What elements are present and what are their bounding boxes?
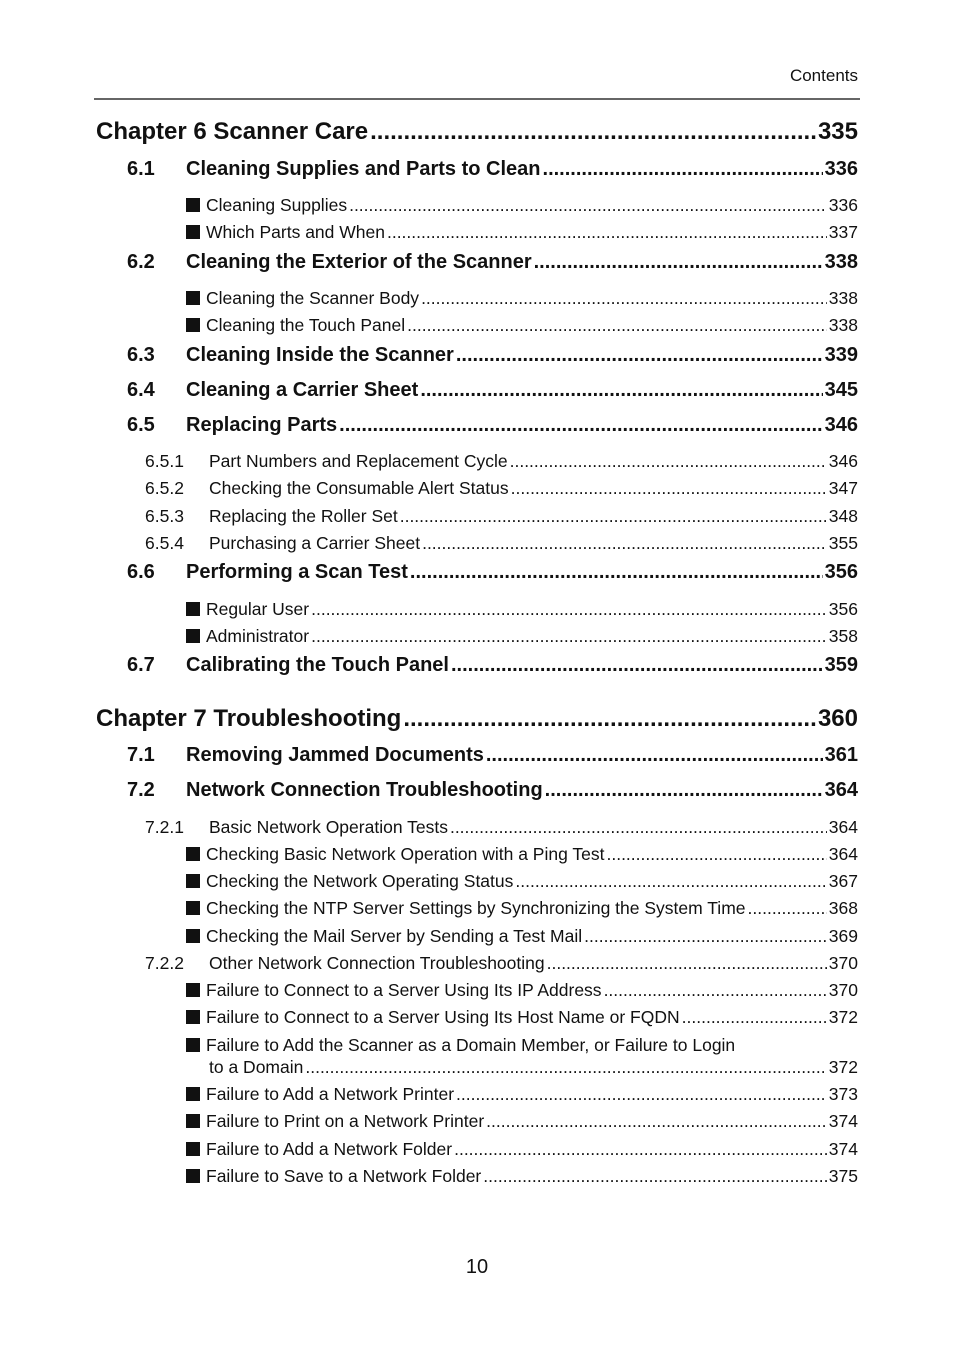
page-number: 336: [824, 158, 858, 180]
subsection-number: 6.5.4: [145, 533, 184, 553]
leader-dots: [387, 222, 827, 243]
toc-item[interactable]: [186, 599, 858, 620]
square-bullet-icon: [186, 1142, 200, 1156]
section-title: Replacing Parts: [186, 414, 338, 436]
toc-item[interactable]: [186, 926, 858, 947]
page-number: 373: [828, 1084, 858, 1104]
item-title: Failure to Print on a Network Printer: [206, 1111, 485, 1131]
square-bullet-icon: [186, 847, 200, 861]
section-number: 6.2: [127, 251, 155, 273]
page-number: 358: [828, 626, 858, 646]
toc-chapter-7[interactable]: [96, 705, 858, 733]
toc-item[interactable]: [186, 1007, 858, 1028]
section-number: 6.3: [127, 344, 155, 366]
square-bullet-icon: [186, 225, 200, 239]
toc-section-6-7[interactable]: [127, 654, 858, 677]
leader-dots: [311, 626, 827, 647]
page-number: 338: [828, 315, 858, 335]
toc-item[interactable]: [186, 288, 858, 309]
subsection-number: 6.5.3: [145, 506, 184, 526]
toc-item-multiline[interactable]: [186, 1035, 735, 1056]
square-bullet-icon: [186, 1038, 200, 1052]
page-number: 367: [828, 871, 858, 891]
toc-item[interactable]: [186, 1084, 858, 1105]
toc-item[interactable]: [186, 980, 858, 1001]
item-title: Cleaning the Touch Panel: [206, 315, 406, 335]
item-title: Failure to Connect to a Server Using Its IP Address: [206, 980, 602, 1000]
section-title: Network Connection Troubleshooting: [186, 779, 543, 801]
leader-dots: [510, 451, 827, 472]
item-title: Checking the Mail Server by Sending a Test Mail: [206, 926, 583, 946]
square-bullet-icon: [186, 198, 200, 212]
page-number: 335: [817, 118, 858, 145]
page-number: 360: [817, 705, 858, 732]
page-number: 346: [828, 451, 858, 471]
page-number: 370: [828, 980, 858, 1000]
page-number: 364: [828, 817, 858, 837]
page-number: 372: [828, 1057, 858, 1077]
leader-dots: [486, 744, 823, 767]
section-title: Cleaning a Carrier Sheet: [186, 379, 419, 401]
leader-dots: [311, 599, 827, 620]
page-number: 348: [828, 506, 858, 526]
leader-dots: [456, 344, 823, 367]
toc-item[interactable]: [186, 898, 858, 919]
page-number: 337: [828, 222, 858, 242]
square-bullet-icon: [186, 874, 200, 888]
leader-dots: [407, 315, 827, 336]
leader-dots: [349, 195, 827, 216]
item-title: Failure to Save to a Network Folder: [206, 1166, 482, 1186]
toc-subsection-7-2-2[interactable]: [145, 953, 858, 974]
square-bullet-icon: [186, 1114, 200, 1128]
leader-dots: [422, 533, 827, 554]
page-number: 339: [824, 344, 858, 366]
item-title: Failure to Add a Network Folder: [206, 1139, 453, 1159]
toc-item[interactable]: [186, 195, 858, 216]
page-number: 374: [828, 1111, 858, 1131]
page-number: 368: [828, 898, 858, 918]
leader-dots: [403, 705, 816, 733]
item-title: Administrator: [206, 626, 310, 646]
leader-dots: [451, 654, 823, 677]
square-bullet-icon: [186, 318, 200, 332]
page-number: 364: [828, 844, 858, 864]
item-title: Which Parts and When: [206, 222, 385, 242]
page-footer-number: 10: [465, 1256, 489, 1278]
subsection-number: 7.2.1: [145, 817, 184, 837]
subsection-number: 6.5.2: [145, 478, 184, 498]
toc-item[interactable]: [186, 626, 858, 647]
toc-section-6-6[interactable]: [127, 561, 858, 584]
subsection-title: Replacing the Roller Set: [209, 506, 398, 526]
leader-dots: [420, 379, 822, 402]
item-title-line-1: Failure to Add the Scanner as a Domain Member, or Failure to Login: [206, 1035, 736, 1055]
square-bullet-icon: [186, 1087, 200, 1101]
toc-item-multiline-cont[interactable]: [209, 1057, 858, 1078]
section-number: 6.6: [127, 561, 155, 583]
square-bullet-icon: [186, 1010, 200, 1024]
toc-section-6-1[interactable]: [127, 158, 858, 181]
page-number: 346: [824, 414, 858, 436]
toc-item[interactable]: [186, 222, 858, 243]
square-bullet-icon: [186, 901, 200, 915]
chapter-title: Chapter 6 Scanner Care: [96, 118, 369, 145]
page-number: 361: [824, 744, 858, 766]
leader-dots: [545, 779, 823, 802]
toc-item[interactable]: [186, 1111, 858, 1132]
subsection-title: Purchasing a Carrier Sheet: [209, 533, 421, 553]
leader-dots: [584, 926, 827, 947]
leader-dots: [748, 898, 827, 919]
square-bullet-icon: [186, 602, 200, 616]
section-number: 7.1: [127, 744, 155, 766]
section-title: Cleaning the Exterior of the Scanner: [186, 251, 532, 273]
leader-dots: [547, 953, 827, 974]
section-number: 7.2: [127, 779, 155, 801]
page-number: 374: [828, 1139, 858, 1159]
page-number: 356: [824, 561, 858, 583]
toc-item[interactable]: [186, 1166, 858, 1187]
item-title: Checking the NTP Server Settings by Synchronizing the System Time: [206, 898, 746, 918]
section-number: 6.1: [127, 158, 155, 180]
toc-subsection-6-5-2[interactable]: [145, 478, 858, 499]
square-bullet-icon: [186, 1169, 200, 1183]
leader-dots: [305, 1057, 826, 1078]
page-number: 338: [824, 251, 858, 273]
item-title: Failure to Add a Network Printer: [206, 1084, 455, 1104]
leader-dots: [604, 980, 827, 1001]
section-title: Performing a Scan Test: [186, 561, 408, 583]
section-number: 6.5: [127, 414, 155, 436]
toc-section-7-2[interactable]: [127, 779, 858, 802]
toc-section-7-1[interactable]: [127, 744, 858, 767]
page-number: 336: [828, 195, 858, 215]
section-title: Cleaning Supplies and Parts to Clean: [186, 158, 541, 180]
chapter-title: Chapter 7 Troubleshooting: [96, 705, 402, 732]
toc-section-6-2[interactable]: [127, 251, 858, 274]
square-bullet-icon: [186, 983, 200, 997]
toc-section-6-4[interactable]: [127, 379, 858, 402]
subsection-title: Basic Network Operation Tests: [209, 817, 448, 837]
leader-dots: [534, 251, 823, 274]
square-bullet-icon: [186, 291, 200, 305]
leader-dots: [370, 118, 816, 146]
item-title: Failure to Connect to a Server Using Its Host Name or FQDN: [206, 1007, 680, 1027]
item-title-line-2: to a Domain: [209, 1057, 304, 1077]
toc-section-6-5[interactable]: [127, 414, 858, 437]
leader-dots: [456, 1084, 827, 1105]
square-bullet-icon: [186, 929, 200, 943]
toc-item[interactable]: [186, 871, 858, 892]
section-title: Removing Jammed Documents: [186, 744, 484, 766]
page-number: 347: [828, 478, 858, 498]
leader-dots: [486, 1111, 827, 1132]
leader-dots: [454, 1139, 827, 1160]
section-number: 6.4: [127, 379, 155, 401]
section-title: Calibrating the Touch Panel: [186, 654, 449, 676]
header-rule: [94, 98, 860, 100]
toc-subsection-6-5-3[interactable]: [145, 506, 858, 527]
section-title: Cleaning Inside the Scanner: [186, 344, 454, 366]
page-number: 345: [824, 379, 858, 401]
page-number: 369: [828, 926, 858, 946]
item-title: Regular User: [206, 599, 310, 619]
leader-dots: [543, 158, 823, 181]
leader-dots: [515, 871, 826, 892]
leader-dots: [511, 478, 827, 499]
page-number: 338: [828, 288, 858, 308]
toc-item[interactable]: [186, 844, 858, 865]
section-number: 6.7: [127, 654, 155, 676]
page-number: 355: [828, 533, 858, 553]
toc-subsection-6-5-4[interactable]: [145, 533, 858, 554]
leader-dots: [682, 1007, 827, 1028]
leader-dots: [410, 561, 823, 584]
leader-dots: [483, 1166, 827, 1187]
subsection-title: Other Network Connection Troubleshooting: [209, 953, 545, 973]
subsection-title: Checking the Consumable Alert Status: [209, 478, 509, 498]
item-title: Cleaning Supplies: [206, 195, 348, 215]
page-number: 370: [828, 953, 858, 973]
toc-section-6-3[interactable]: [127, 344, 858, 367]
leader-dots: [421, 288, 827, 309]
item-title: Checking Basic Network Operation with a Ping Test: [206, 844, 605, 864]
page-number: 375: [828, 1166, 858, 1186]
toc-subsection-6-5-1[interactable]: [145, 451, 858, 472]
square-bullet-icon: [186, 629, 200, 643]
running-header: Contents: [789, 66, 858, 85]
subsection-number: 7.2.2: [145, 953, 184, 973]
toc-item[interactable]: [186, 315, 858, 336]
leader-dots: [339, 414, 822, 437]
page-number: 356: [828, 599, 858, 619]
leader-dots: [450, 817, 827, 838]
leader-dots: [606, 844, 826, 865]
item-title: Checking the Network Operating Status: [206, 871, 514, 891]
subsection-title: Part Numbers and Replacement Cycle: [209, 451, 508, 471]
item-title: Cleaning the Scanner Body: [206, 288, 420, 308]
toc-item[interactable]: [186, 1139, 858, 1160]
page-number: 372: [828, 1007, 858, 1027]
page-number: 364: [824, 779, 858, 801]
subsection-number: 6.5.1: [145, 451, 184, 471]
toc-chapter-6[interactable]: [96, 118, 858, 146]
leader-dots: [400, 506, 827, 527]
toc-subsection-7-2-1[interactable]: [145, 817, 858, 838]
page-number: 359: [824, 654, 858, 676]
